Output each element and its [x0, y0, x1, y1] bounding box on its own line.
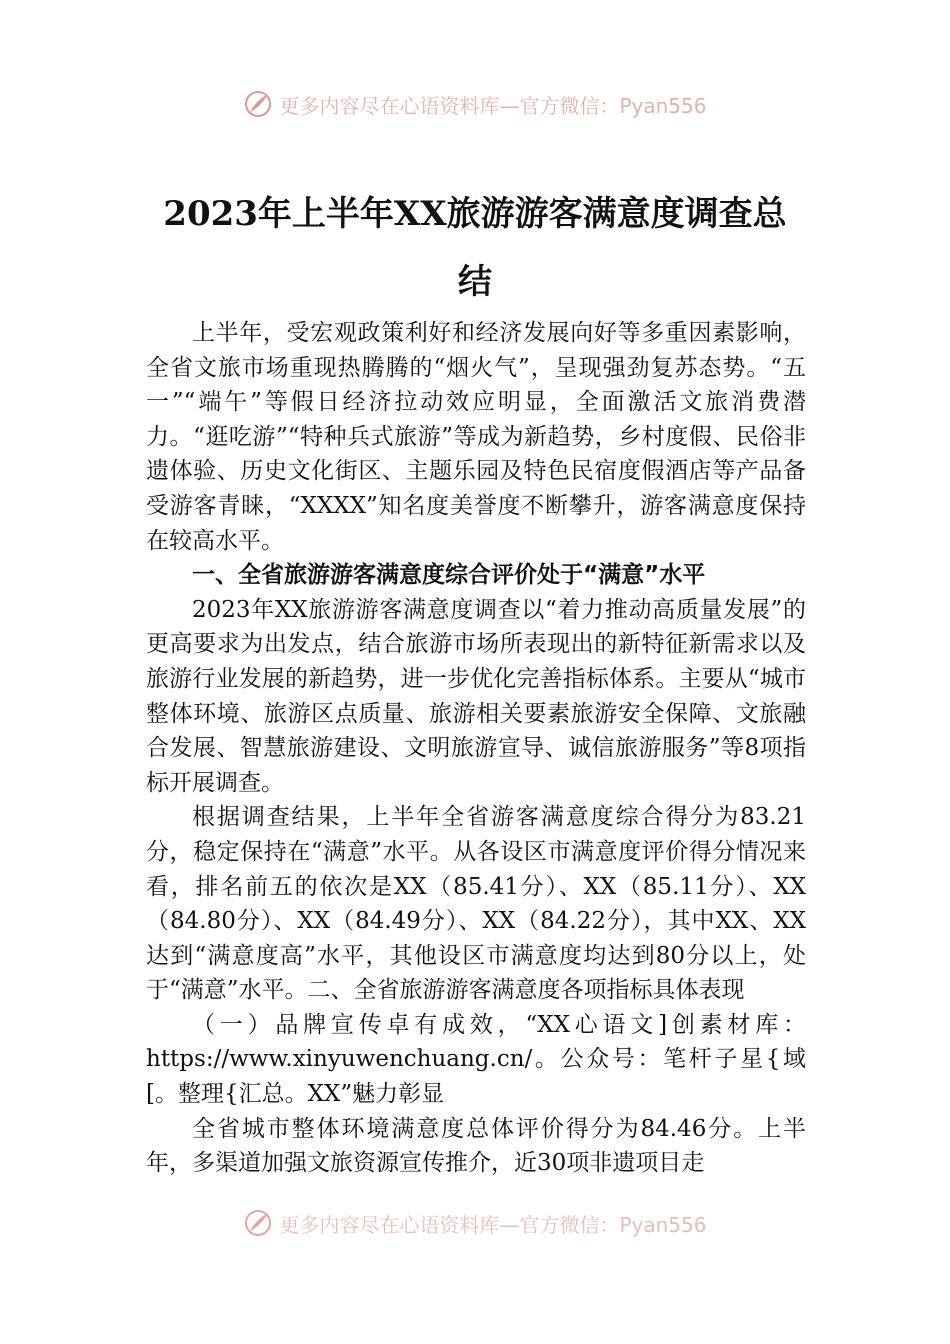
city-environment-paragraph: 全省城市整体环境满意度总体评价得分为84.46分。上半年，多渠道加强文旅资源宣传推介，近30项非遗项目走	[146, 1115, 806, 1177]
feather-pen-logo-icon	[243, 1208, 273, 1238]
survey-method-paragraph: 2023年XX旅游游客满意度调查以“着力推动高质量发展”的更高要求为出发点，结合旅游市场所表现出的新特征新需求以及旅游行业发展的新趋势，进一步优化完善指标体系。主要从“城市整体环境、旅游区点质量、旅游相关要素旅游安全保障、文旅融合发展、智慧旅游建设、文明旅游宣导、诚信旅游服务”等8项指标开展调查。	[146, 596, 806, 796]
section-heading-1: 一、全省旅游游客满意度综合评价处于“满意”水平	[192, 562, 706, 589]
intro-paragraph: 上半年，受宏观政策利好和经济发展向好等多重因素影响，全省文旅市场重现热腾腾的“烟火气”，呈现强劲复苏态势。“五一”“端午”等假日经济拉动效应明显，全面激活文旅消费潜力。“逛吃游”“特种兵式旅游”等成为新趋势，乡村度假、民俗非遗体验、历史文化街区、主题乐园及特色民宿度假酒店等产品备受游客青睐，“XXXX”知名度美誉度不断攀升，游客满意度保持在较高水平。	[146, 320, 806, 554]
survey-results-paragraph: 根据调查结果，上半年全省游客满意度综合得分为83.21分，稳定保持在“满意”水平。从各设区市满意度评价得分情况来看，排名前五的依次是XX（85.41分）、XX（85.11分）、XX（84.80分）、XX（84.49分）、XX（84.22分），其中XX、XX达到“满意度高”水平，其他设区市满意度均达到80分以上，处于“满意”水平。二、全省旅游游客满意度各项指标具体表现	[146, 804, 806, 1004]
watermark-text: 更多内容尽在心语资料库—官方微信：Pyan556	[279, 1212, 707, 1237]
brand-promotion-paragraph: （一）品牌宣传卓有成效，“XX心语文]创素材库：https://www.xinyuwenchuang.cn/。公众号：笔杆子星{域[。整理{汇总。XX”魅力彰显	[146, 1011, 806, 1108]
footer-watermark	[0, 1203, 950, 1243]
title-line-1: 2023年上半年XX旅游游客满意度调查总	[163, 194, 787, 234]
watermark-text: 更多内容尽在心语资料库—官方微信：Pyan556	[279, 93, 707, 118]
header-watermark	[0, 84, 950, 124]
document-title	[120, 180, 830, 316]
title-line-2: 结	[458, 262, 492, 302]
document-body	[146, 316, 806, 1181]
feather-pen-logo-icon	[243, 89, 273, 119]
